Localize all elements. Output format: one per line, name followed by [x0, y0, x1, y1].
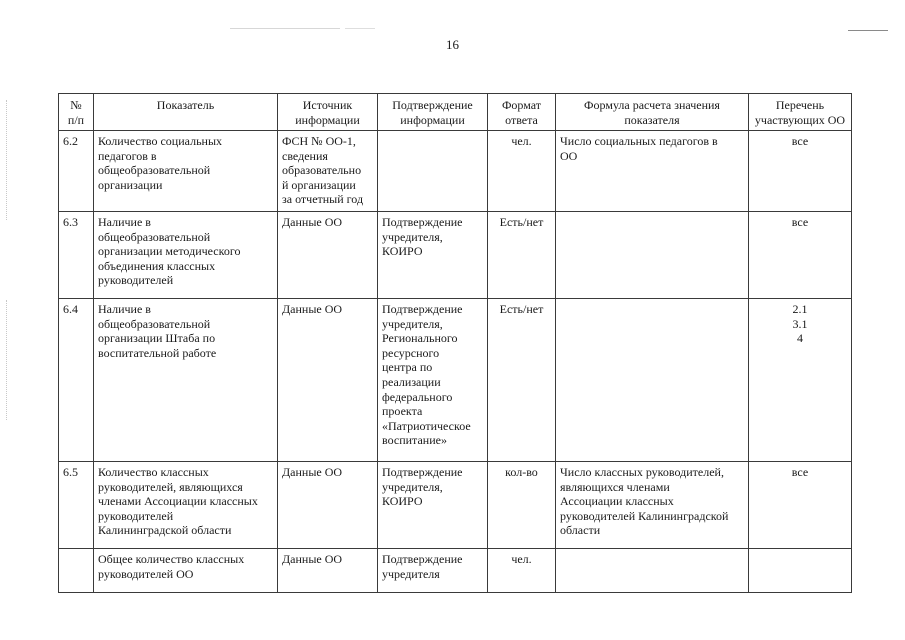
cell-indicator: Общее количество классных руководителей ОО: [94, 549, 278, 593]
cell-number: 6.2: [59, 131, 94, 212]
table-row: [59, 549, 852, 593]
header-number: № п/п: [59, 94, 94, 131]
table-row: [59, 299, 852, 462]
cell-indicator: Количество социальных педагогов в общеобразовательной организации: [94, 131, 278, 212]
scan-artifact-top: [230, 28, 340, 29]
cell-participants: все: [749, 131, 852, 212]
cell-format: кол-во: [488, 462, 556, 549]
cell-participants: 2.1 3.1 4: [749, 299, 852, 462]
cell-format: Есть/нет: [488, 299, 556, 462]
cell-number: 6.4: [59, 299, 94, 462]
cell-formula: [556, 549, 749, 593]
table-row: [59, 212, 852, 299]
cell-participants: все: [749, 212, 852, 299]
cell-format: чел.: [488, 549, 556, 593]
cell-source: Данные ОО: [278, 462, 378, 549]
cell-confirmation: Подтверждение учредителя, КОИРО: [378, 462, 488, 549]
cell-formula: [556, 212, 749, 299]
cell-formula: [556, 299, 749, 462]
cell-confirmation: [378, 131, 488, 212]
page-number: 16: [446, 37, 459, 52]
scan-artifact-top-2: [345, 28, 375, 29]
table-header-row: [59, 94, 852, 131]
header-format: Формат ответа: [488, 94, 556, 131]
cell-format: чел.: [488, 131, 556, 212]
cell-number: [59, 549, 94, 593]
scan-artifact-corner: [848, 30, 888, 31]
cell-source: Данные ОО: [278, 212, 378, 299]
cell-format: Есть/нет: [488, 212, 556, 299]
header-confirmation: Подтверждение информации: [378, 94, 488, 131]
indicators-table: [58, 93, 852, 593]
scan-artifact-left: [6, 100, 8, 220]
header-source: Источник информации: [278, 94, 378, 131]
table-row: [59, 462, 852, 549]
cell-indicator: Наличие в общеобразовательной организации методического объединения классных руководителей: [94, 212, 278, 299]
header-participants: Перечень участвующих ОО: [749, 94, 852, 131]
cell-confirmation: Подтверждение учредителя: [378, 549, 488, 593]
cell-participants: все: [749, 462, 852, 549]
cell-indicator: Наличие в общеобразовательной организации Штаба по воспитательной работе: [94, 299, 278, 462]
scan-artifact-left-2: [6, 300, 8, 420]
header-indicator: Показатель: [94, 94, 278, 131]
cell-formula: Число классных руководителей, являющихся членами Ассоциации классных руководителей Калининградской области: [556, 462, 749, 549]
cell-source: Данные ОО: [278, 549, 378, 593]
table-row: [59, 131, 852, 212]
cell-formula: Число социальных педагогов в ОО: [556, 131, 749, 212]
header-formula: Формула расчета значения показателя: [556, 94, 749, 131]
cell-indicator: Количество классных руководителей, являющихся членами Ассоциации классных руководителей Калининградской области: [94, 462, 278, 549]
cell-confirmation: Подтверждение учредителя, КОИРО: [378, 212, 488, 299]
cell-source: Данные ОО: [278, 299, 378, 462]
cell-confirmation: Подтверждение учредителя, Регионального ресурсного центра по реализации федерального проекта «Патриотическое воспитание»: [378, 299, 488, 462]
cell-number: 6.5: [59, 462, 94, 549]
cell-participants: [749, 549, 852, 593]
cell-source: ФСН № ОО-1, сведения образовательно й организации за отчетный год: [278, 131, 378, 212]
cell-number: 6.3: [59, 212, 94, 299]
